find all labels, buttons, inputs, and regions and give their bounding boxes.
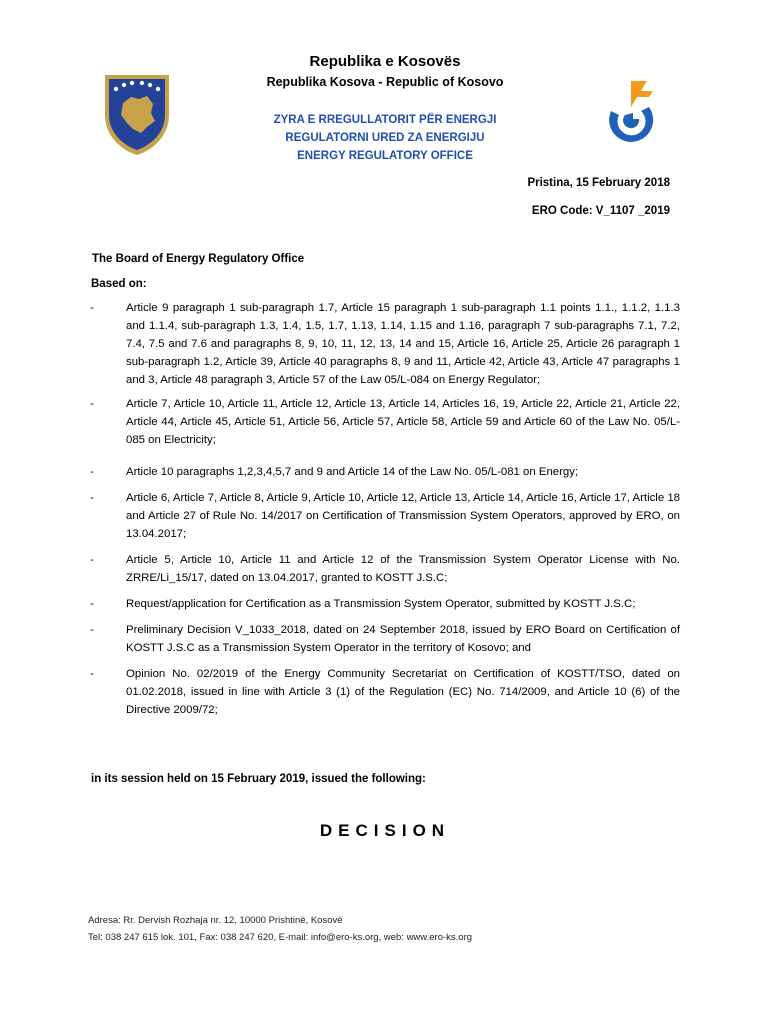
country-title: Republika e Kosovës xyxy=(309,53,461,70)
footer-address: Adresa: Rr. Dervish Rozhaja nr. 12, 10000 Prishtinë, Kosovë xyxy=(88,915,343,926)
list-item xyxy=(90,395,680,449)
list-item xyxy=(90,621,680,657)
list-item-text: Opinion No. 02/2019 of the Energy Community Secretariat on Certification of KOSTT/TSO, dated on 01.02.2018, issued in line with Article 3 (1) of the Regulation (EC) No. 714/2009, and Article 10 (6) of the Directive 2009/72; xyxy=(126,668,680,716)
decision-heading: DECISION xyxy=(319,821,451,840)
list-item-text: Preliminary Decision V_1033_2018, dated on 24 September 2018, issued by ERO Board on Certification of KOSTT J.S.C as a Transmission System Operator in the territory of Kosovo; and xyxy=(126,624,680,654)
list-item-text: Article 9 paragraph 1 sub-paragraph 1.7, Article 15 paragraph 1 sub-paragraph 1.1 points 1.1., 1.1.2, 1.1.3 and 1.1.4, sub-paragraph 1.3, 1.4, 1.5, 1.7, 1.13, 1.14, 1.15 and 1.16, paragraph 7 sub-paragraphs 7.1, 7.2, 7.4, 7.5 and 7.6 and paragraphs 8, 9, 10, 11, 12, 13, 14 and 15, Article 16, Article 25, Article 26 paragraph 1 sub-paragraph 1.2, Article 39, Article 40 paragraphs 8, 9 and 11, Article 42, Article 43, Article 47 paragraphs 1 and 3, Article 48 paragraph 3, Article 57 of the Law 05/L-084 on Energy Regulator; xyxy=(126,302,680,386)
footer-contact: Tel: 038 247 615 lok. 101, Fax: 038 247 620, E-mail: info@ero-ks.org, web: www.ero-ks.org xyxy=(88,932,473,943)
list-item xyxy=(90,595,680,613)
list-item xyxy=(90,489,680,543)
list-item xyxy=(90,299,680,389)
list-item xyxy=(90,551,680,587)
bullet-dash: - xyxy=(90,624,94,636)
list-item-text: Article 6, Article 7, Article 8, Article 9, Article 10, Article 12, Article 13, Article 14, Article 16, Article 17, Article 18 and Article 27 of Rule No. 14/2017 on Certification of Transmission System Operators, approved by ERO, on 13.04.2017; xyxy=(126,492,680,540)
office-name-serbian: REGULATORNI URED ZA ENERGIJU xyxy=(285,132,485,144)
list-item-text: Request/application for Certification as a Transmission System Operator, submitted by KOSTT J.S.C; xyxy=(126,598,636,610)
list-item-text: Article 10 paragraphs 1,2,3,4,5,7 and 9 and Article 14 of the Law No. 05/L-081 on Energy; xyxy=(126,466,579,478)
office-name-english: ENERGY REGULATORY OFFICE xyxy=(297,150,473,162)
bullet-dash: - xyxy=(90,302,94,314)
country-subtitle: Republika Kosova - Republic of Kosovo xyxy=(266,75,504,89)
bullet-dash: - xyxy=(90,598,94,610)
board-heading: The Board of Energy Regulatory Office xyxy=(92,253,305,265)
bullet-dash: - xyxy=(90,554,94,566)
list-item xyxy=(90,463,680,481)
bullet-dash: - xyxy=(90,466,94,478)
bullet-dash: - xyxy=(90,492,94,504)
list-item-text: Article 5, Article 10, Article 11 and Article 12 of the Transmission System Operator License with No. ZRRE/Li_15/17, dated on 13.04.2017, granted to KOSTT J.S.C; xyxy=(126,554,680,584)
ero-code: ERO Code: V_1107 _2019 xyxy=(531,205,670,217)
session-statement: in its session held on 15 February 2019, issued the following: xyxy=(91,773,426,785)
bullet-dash: - xyxy=(90,668,94,680)
list-item xyxy=(90,665,680,719)
office-name-albanian: ZYRA E RREGULLATORIT PËR ENERGJI xyxy=(273,114,497,126)
bullet-dash: - xyxy=(90,398,94,410)
place-date: Pristina, 15 February 2018 xyxy=(527,177,670,189)
list-item-text: Article 7, Article 10, Article 11, Article 12, Article 13, Article 14, Articles 16, 19, Article 22, Article 21, Article 22, Article 44, Article 45, Article 51, Article 56, Article 57, Article 58, Article 59 and Article 60 of the Law No. 05/L-085 on Electricity; xyxy=(126,398,680,446)
based-on-heading: Based on: xyxy=(91,278,147,290)
legal-basis-list xyxy=(90,299,680,719)
